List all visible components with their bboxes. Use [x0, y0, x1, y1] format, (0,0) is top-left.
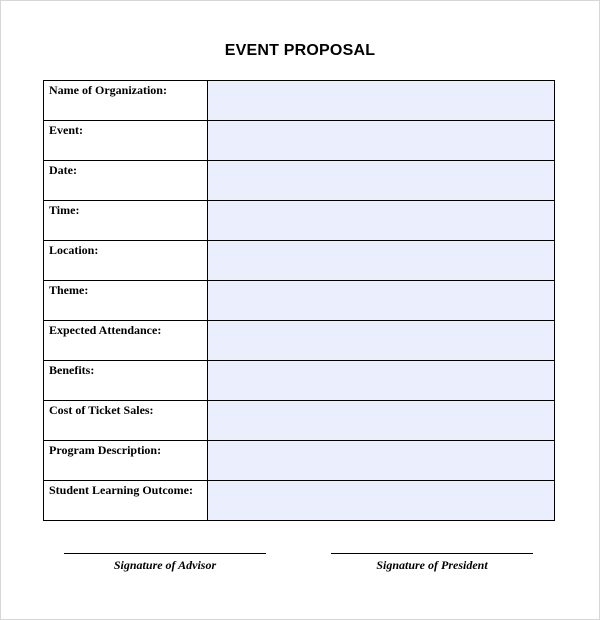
form-row-label: Name of Organization: [44, 81, 208, 121]
form-row [44, 121, 555, 161]
form-row [44, 161, 555, 201]
form-row-label: Location: [44, 241, 208, 281]
president-signature-label: Signature of President [376, 558, 488, 572]
form-row-field[interactable] [208, 441, 555, 481]
form-row [44, 81, 555, 121]
document-title: EVENT PROPOSAL [224, 42, 376, 59]
form-row-field[interactable] [208, 321, 555, 361]
form-row-field[interactable] [208, 81, 555, 121]
form-row-label: Date: [44, 161, 208, 201]
form-row [44, 281, 555, 321]
form-row [44, 241, 555, 281]
form-row-field[interactable] [208, 481, 555, 521]
form-row-field[interactable] [208, 161, 555, 201]
form-row-label: Time: [44, 201, 208, 241]
form-row-label: Program Description: [44, 441, 208, 481]
form-row-field[interactable] [208, 121, 555, 161]
form-row [44, 361, 555, 401]
form-row-field[interactable] [208, 201, 555, 241]
form-row-label: Student Learning Outcome: [44, 481, 208, 521]
form-row-field[interactable] [208, 361, 555, 401]
proposal-form [43, 80, 555, 521]
form-row-label: Event: [44, 121, 208, 161]
form-row-label: Benefits: [44, 361, 208, 401]
form-row-field[interactable] [208, 241, 555, 281]
advisor-signature-label: Signature of Advisor [113, 558, 217, 572]
form-row [44, 481, 555, 521]
form-row-field[interactable] [208, 281, 555, 321]
form-row [44, 441, 555, 481]
form-row [44, 401, 555, 441]
advisor-signature-line [64, 553, 266, 573]
form-row-label: Cost of Ticket Sales: [44, 401, 208, 441]
form-row [44, 321, 555, 361]
form-row-label: Expected Attendance: [44, 321, 208, 361]
president-signature-line [331, 553, 533, 573]
form-row-field[interactable] [208, 401, 555, 441]
form-row-label: Theme: [44, 281, 208, 321]
form-row [44, 201, 555, 241]
